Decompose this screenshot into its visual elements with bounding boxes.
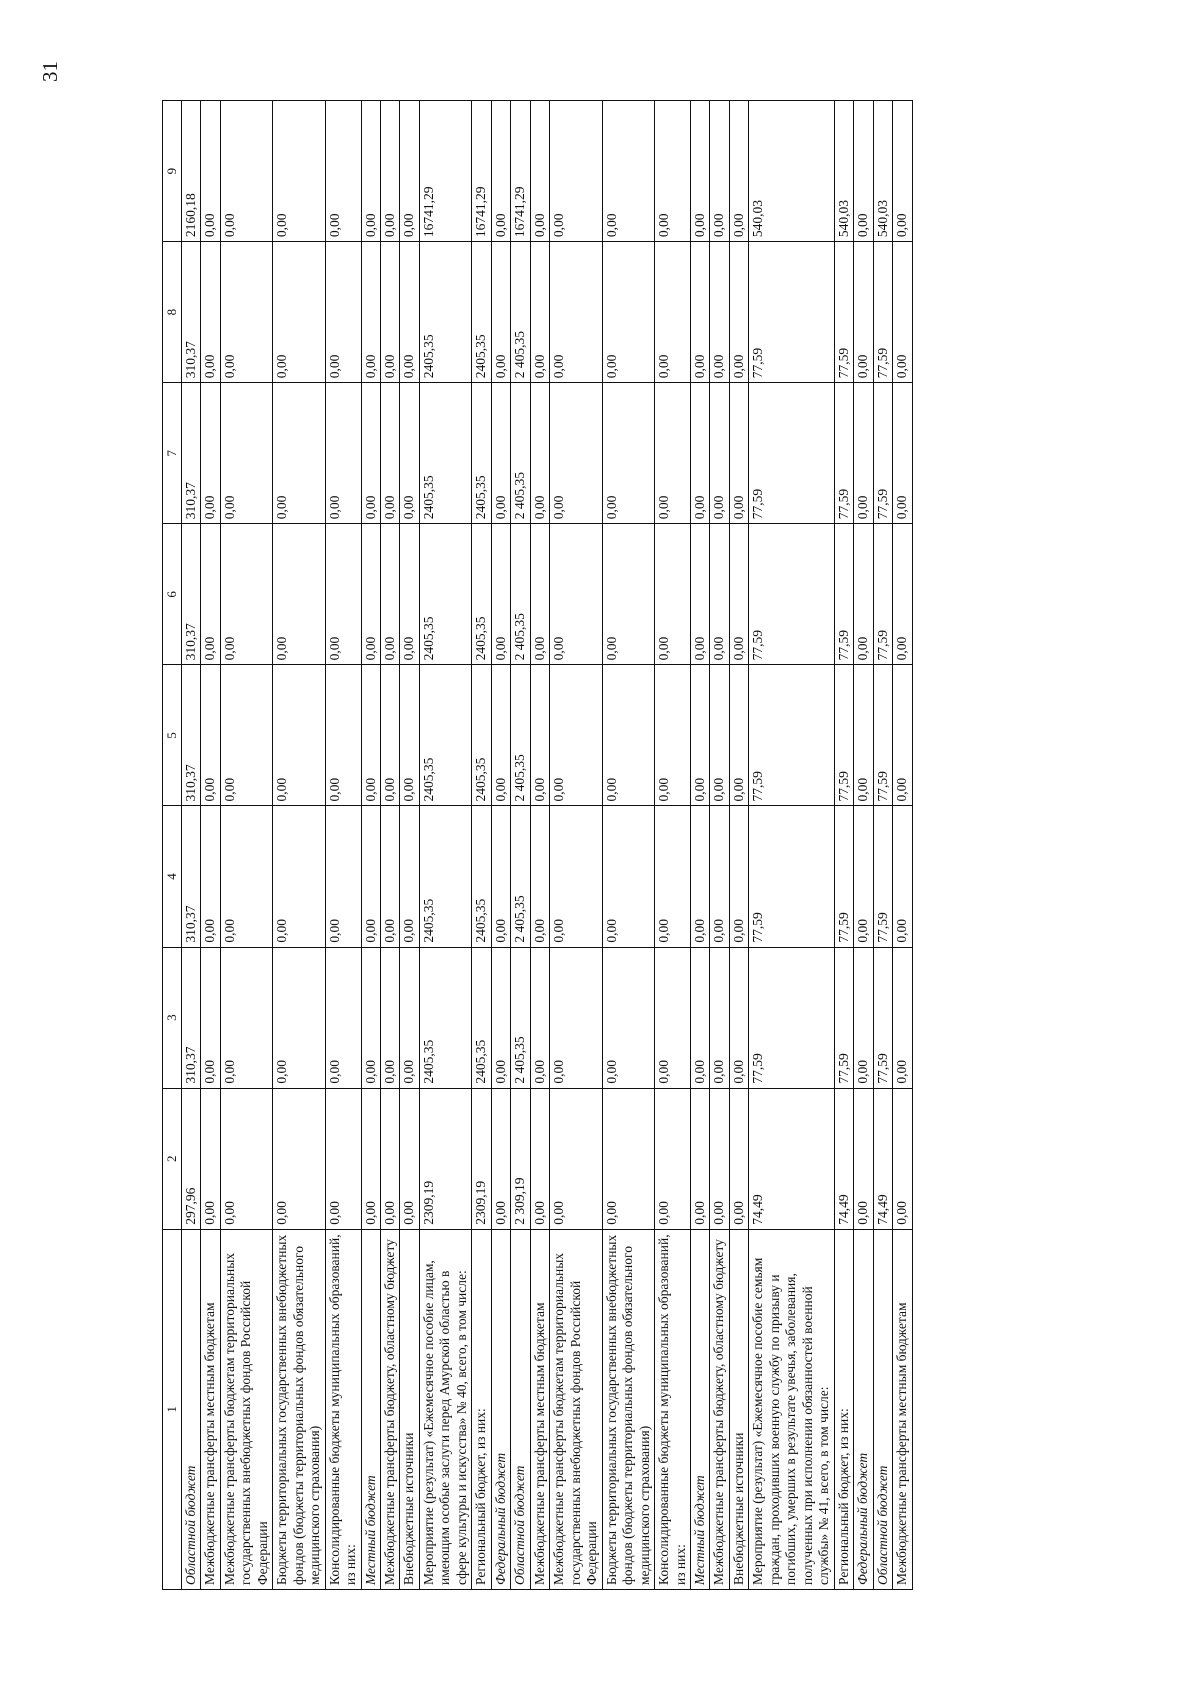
cell-value: 0,00 (273, 665, 325, 806)
cell-value: 540,03 (834, 101, 853, 242)
cell-value: 0,00 (325, 242, 361, 383)
cell-value: 74,49 (749, 1088, 834, 1229)
cell-value: 77,59 (873, 524, 892, 665)
cell-value: 77,59 (749, 524, 834, 665)
cell-value: 0,00 (729, 524, 748, 665)
cell-value: 0,00 (273, 524, 325, 665)
cell-value: 2405,35 (472, 383, 491, 524)
cell-value: 0,00 (400, 383, 419, 524)
cell-value: 0,00 (602, 1088, 654, 1229)
row-label: Межбюджетные трансферты бюджетам территориальных государственных внебюджетных фондов Российской Федерации (550, 1229, 602, 1589)
cell-value: 0,00 (854, 1088, 873, 1229)
cell-value: 2160,18 (181, 101, 200, 242)
row-label: Местный бюджет (361, 1229, 380, 1589)
cell-value: 0,00 (325, 101, 361, 242)
cell-value: 0,00 (220, 524, 272, 665)
cell-value: 0,00 (220, 806, 272, 947)
table-row (893, 101, 912, 1590)
row-label: Мероприятие (результат) «Ежемесячное пособие лицам, имеющим особые заслуги перед Амурской областью в сфере культуры и искусства» № 40, всего, в том числе: (419, 1229, 471, 1589)
column-header: 6 (163, 524, 182, 665)
row-label: Мероприятие (результат) «Ежемесячное пособие семьям граждан, проходивших военную службу по призыву и погибших, умерших в результате увечья, заболевания, полученных при исполнении обязанностей военной службы» № 41, всего, в том числе: (749, 1229, 834, 1589)
cell-value: 0,00 (361, 1088, 380, 1229)
cell-value: 77,59 (834, 524, 853, 665)
cell-value: 0,00 (530, 524, 549, 665)
table-row (655, 101, 691, 1590)
cell-value: 0,00 (854, 665, 873, 806)
cell-value: 0,00 (729, 1088, 748, 1229)
cell-value: 0,00 (201, 242, 220, 383)
table-row (201, 101, 220, 1590)
cell-value: 0,00 (655, 101, 691, 242)
cell-value: 0,00 (655, 1088, 691, 1229)
row-label: Внебюджетные источники (729, 1229, 748, 1589)
column-header: 5 (163, 665, 182, 806)
cell-value: 2309,19 (472, 1088, 491, 1229)
cell-value: 0,00 (400, 524, 419, 665)
cell-value: 0,00 (655, 242, 691, 383)
table-row (181, 101, 200, 1590)
cell-value: 0,00 (220, 1088, 272, 1229)
cell-value: 0,00 (530, 947, 549, 1088)
cell-value: 77,59 (834, 383, 853, 524)
table-row (729, 101, 748, 1590)
cell-value: 310,37 (181, 524, 200, 665)
cell-value: 0,00 (220, 665, 272, 806)
cell-value: 2 405,35 (511, 947, 530, 1088)
cell-value: 2405,35 (472, 524, 491, 665)
table-row (381, 101, 400, 1590)
cell-value: 0,00 (729, 665, 748, 806)
table-row (325, 101, 361, 1590)
row-label: Межбюджетные трансферты местным бюджетам (530, 1229, 549, 1589)
cell-value: 0,00 (550, 101, 602, 242)
cell-value: 2 405,35 (511, 383, 530, 524)
cell-value: 0,00 (530, 383, 549, 524)
cell-value: 0,00 (893, 947, 912, 1088)
table-row (550, 101, 602, 1590)
cell-value: 0,00 (550, 806, 602, 947)
cell-value: 0,00 (491, 101, 510, 242)
cell-value: 0,00 (602, 101, 654, 242)
table-row (749, 101, 834, 1590)
cell-value: 16741,29 (472, 101, 491, 242)
cell-value: 0,00 (710, 947, 729, 1088)
cell-value: 0,00 (854, 806, 873, 947)
cell-value: 0,00 (893, 383, 912, 524)
cell-value: 0,00 (893, 524, 912, 665)
cell-value: 0,00 (729, 101, 748, 242)
cell-value: 0,00 (729, 806, 748, 947)
table-row (511, 101, 530, 1590)
cell-value: 2405,35 (419, 242, 471, 383)
cell-value: 310,37 (181, 242, 200, 383)
cell-value: 2 405,35 (511, 524, 530, 665)
cell-value: 310,37 (181, 947, 200, 1088)
cell-value: 0,00 (690, 665, 709, 806)
cell-value: 0,00 (273, 101, 325, 242)
table-row (361, 101, 380, 1590)
cell-value: 0,00 (400, 665, 419, 806)
table-row (710, 101, 729, 1590)
cell-value: 0,00 (893, 242, 912, 383)
cell-value: 0,00 (381, 665, 400, 806)
row-label: Консолидированные бюджеты муниципальных образований, из них: (325, 1229, 361, 1589)
cell-value: 310,37 (181, 383, 200, 524)
table-row (690, 101, 709, 1590)
cell-value: 77,59 (749, 242, 834, 383)
cell-value: 77,59 (834, 242, 853, 383)
cell-value: 0,00 (273, 947, 325, 1088)
cell-value: 0,00 (550, 665, 602, 806)
cell-value: 0,00 (655, 947, 691, 1088)
cell-value: 77,59 (873, 665, 892, 806)
column-header: 7 (163, 383, 182, 524)
cell-value: 0,00 (400, 242, 419, 383)
cell-value: 540,03 (873, 101, 892, 242)
cell-value: 2405,35 (419, 947, 471, 1088)
cell-value: 0,00 (400, 101, 419, 242)
cell-value: 0,00 (602, 947, 654, 1088)
row-label: Региональный бюджет, из них: (834, 1229, 853, 1589)
cell-value: 0,00 (491, 242, 510, 383)
cell-value: 0,00 (690, 101, 709, 242)
cell-value: 74,49 (834, 1088, 853, 1229)
cell-value: 0,00 (361, 242, 380, 383)
row-label: Консолидированные бюджеты муниципальных образований, из них: (655, 1229, 691, 1589)
cell-value: 77,59 (749, 665, 834, 806)
cell-value: 0,00 (690, 806, 709, 947)
cell-value: 0,00 (381, 383, 400, 524)
rotated-table-wrapper (162, 100, 1182, 1590)
table-row (530, 101, 549, 1590)
column-header: 1 (163, 1229, 182, 1589)
cell-value: 0,00 (220, 947, 272, 1088)
cell-value: 16741,29 (419, 101, 471, 242)
table-row (472, 101, 491, 1590)
cell-value: 0,00 (361, 101, 380, 242)
cell-value: 0,00 (655, 806, 691, 947)
cell-value: 0,00 (854, 947, 873, 1088)
cell-value: 0,00 (381, 1088, 400, 1229)
cell-value: 0,00 (550, 1088, 602, 1229)
cell-value: 0,00 (325, 524, 361, 665)
cell-value: 0,00 (361, 524, 380, 665)
cell-value: 77,59 (834, 947, 853, 1088)
cell-value: 0,00 (201, 383, 220, 524)
cell-value: 0,00 (602, 665, 654, 806)
cell-value: 0,00 (710, 1088, 729, 1229)
cell-value: 310,37 (181, 806, 200, 947)
cell-value: 77,59 (873, 242, 892, 383)
table-row (491, 101, 510, 1590)
cell-value: 2405,35 (472, 665, 491, 806)
cell-value: 0,00 (325, 947, 361, 1088)
cell-value: 0,00 (854, 524, 873, 665)
cell-value: 0,00 (400, 806, 419, 947)
row-label: Федеральный бюджет (854, 1229, 873, 1589)
cell-value: 2 405,35 (511, 242, 530, 383)
cell-value: 74,49 (873, 1088, 892, 1229)
cell-value: 2309,19 (419, 1088, 471, 1229)
cell-value: 2405,35 (419, 383, 471, 524)
cell-value: 0,00 (602, 242, 654, 383)
cell-value: 0,00 (220, 383, 272, 524)
table-row (273, 101, 325, 1590)
cell-value: 0,00 (854, 101, 873, 242)
cell-value: 0,00 (690, 524, 709, 665)
row-label: Областной бюджет (873, 1229, 892, 1589)
cell-value: 0,00 (400, 947, 419, 1088)
cell-value: 2 405,35 (511, 806, 530, 947)
column-header: 2 (163, 1088, 182, 1229)
budget-table (162, 100, 913, 1590)
row-label: Межбюджетные трансферты местным бюджетам (201, 1229, 220, 1589)
cell-value: 0,00 (491, 806, 510, 947)
cell-value: 310,37 (181, 665, 200, 806)
cell-value: 77,59 (873, 947, 892, 1088)
cell-value: 0,00 (491, 665, 510, 806)
column-header: 8 (163, 242, 182, 383)
cell-value: 0,00 (690, 1088, 709, 1229)
cell-value: 0,00 (602, 524, 654, 665)
cell-value: 2405,35 (472, 806, 491, 947)
cell-value: 0,00 (201, 1088, 220, 1229)
cell-value: 0,00 (273, 806, 325, 947)
row-label: Бюджеты территориальных государственных внебюджетных фондов (бюджеты территориальных фондов обязательного медицинского страхования) (273, 1229, 325, 1589)
row-label: Областной бюджет (181, 1229, 200, 1589)
row-label: Региональный бюджет, из них: (472, 1229, 491, 1589)
cell-value: 77,59 (834, 806, 853, 947)
row-label: Федеральный бюджет (491, 1229, 510, 1589)
cell-value: 0,00 (893, 1088, 912, 1229)
column-header: 3 (163, 947, 182, 1088)
cell-value: 2 405,35 (511, 665, 530, 806)
row-label: Межбюджетные трансферты бюджету, областному бюджету (710, 1229, 729, 1589)
cell-value: 0,00 (273, 383, 325, 524)
cell-value: 0,00 (273, 1088, 325, 1229)
cell-value: 0,00 (729, 947, 748, 1088)
row-label: Внебюджетные источники (400, 1229, 419, 1589)
column-header: 4 (163, 806, 182, 947)
cell-value: 2 309,19 (511, 1088, 530, 1229)
cell-value: 0,00 (201, 101, 220, 242)
cell-value: 0,00 (325, 806, 361, 947)
cell-value: 77,59 (873, 806, 892, 947)
cell-value: 0,00 (325, 383, 361, 524)
cell-value: 0,00 (893, 101, 912, 242)
cell-value: 77,59 (749, 383, 834, 524)
cell-value: 0,00 (710, 101, 729, 242)
table-row (419, 101, 471, 1590)
cell-value: 0,00 (530, 242, 549, 383)
cell-value: 77,59 (834, 665, 853, 806)
row-label: Межбюджетные трансферты местным бюджетам (893, 1229, 912, 1589)
row-label: Межбюджетные трансферты бюджетам территориальных государственных внебюджетных фондов Российской Федерации (220, 1229, 272, 1589)
cell-value: 0,00 (361, 947, 380, 1088)
cell-value: 0,00 (361, 806, 380, 947)
table-row (602, 101, 654, 1590)
cell-value: 0,00 (655, 665, 691, 806)
cell-value: 540,03 (749, 101, 834, 242)
cell-value: 0,00 (710, 524, 729, 665)
cell-value: 0,00 (710, 665, 729, 806)
cell-value: 0,00 (491, 524, 510, 665)
table-row (834, 101, 853, 1590)
cell-value: 0,00 (530, 1088, 549, 1229)
cell-value: 0,00 (491, 383, 510, 524)
cell-value: 0,00 (530, 665, 549, 806)
cell-value: 0,00 (325, 1088, 361, 1229)
cell-value: 0,00 (550, 947, 602, 1088)
table-row (873, 101, 892, 1590)
cell-value: 0,00 (381, 806, 400, 947)
cell-value: 0,00 (381, 947, 400, 1088)
cell-value: 2405,35 (472, 947, 491, 1088)
table-row (220, 101, 272, 1590)
cell-value: 0,00 (710, 806, 729, 947)
cell-value: 297,96 (181, 1088, 200, 1229)
table-row (400, 101, 419, 1590)
table-body (181, 101, 912, 1590)
cell-value: 0,00 (690, 242, 709, 383)
row-label: Бюджеты территориальных государственных внебюджетных фондов (бюджеты территориальных фондов обязательного медицинского страхования) (602, 1229, 654, 1589)
cell-value: 0,00 (381, 101, 400, 242)
table-header-row (163, 101, 182, 1590)
cell-value: 0,00 (655, 383, 691, 524)
cell-value: 0,00 (220, 101, 272, 242)
cell-value: 0,00 (530, 806, 549, 947)
cell-value: 0,00 (729, 242, 748, 383)
cell-value: 0,00 (893, 806, 912, 947)
cell-value: 0,00 (602, 383, 654, 524)
cell-value: 0,00 (491, 1088, 510, 1229)
cell-value: 0,00 (201, 806, 220, 947)
cell-value: 0,00 (655, 524, 691, 665)
cell-value: 0,00 (690, 947, 709, 1088)
cell-value: 0,00 (710, 383, 729, 524)
page-number: 31 (38, 61, 62, 82)
cell-value: 0,00 (400, 1088, 419, 1229)
cell-value: 77,59 (873, 383, 892, 524)
cell-value: 0,00 (550, 383, 602, 524)
cell-value: 0,00 (690, 383, 709, 524)
cell-value: 77,59 (749, 947, 834, 1088)
cell-value: 16741,29 (511, 101, 530, 242)
cell-value: 0,00 (220, 242, 272, 383)
cell-value: 0,00 (361, 383, 380, 524)
cell-value: 0,00 (491, 947, 510, 1088)
column-header: 9 (163, 101, 182, 242)
cell-value: 0,00 (854, 383, 873, 524)
table-row (854, 101, 873, 1590)
cell-value: 0,00 (530, 101, 549, 242)
cell-value: 0,00 (893, 665, 912, 806)
cell-value: 0,00 (361, 665, 380, 806)
cell-value: 2405,35 (472, 242, 491, 383)
cell-value: 0,00 (854, 242, 873, 383)
cell-value: 0,00 (325, 665, 361, 806)
cell-value: 0,00 (381, 242, 400, 383)
cell-value: 0,00 (273, 242, 325, 383)
cell-value: 0,00 (550, 524, 602, 665)
cell-value: 0,00 (710, 242, 729, 383)
row-label: Межбюджетные трансферты бюджету, областному бюджету (381, 1229, 400, 1589)
row-label: Областной бюджет (511, 1229, 530, 1589)
cell-value: 0,00 (201, 665, 220, 806)
cell-value: 77,59 (749, 806, 834, 947)
row-label: Местный бюджет (690, 1229, 709, 1589)
cell-value: 2405,35 (419, 524, 471, 665)
cell-value: 0,00 (201, 524, 220, 665)
cell-value: 0,00 (729, 383, 748, 524)
cell-value: 2405,35 (419, 806, 471, 947)
cell-value: 2405,35 (419, 665, 471, 806)
cell-value: 0,00 (381, 524, 400, 665)
cell-value: 0,00 (602, 806, 654, 947)
cell-value: 0,00 (550, 242, 602, 383)
cell-value: 0,00 (201, 947, 220, 1088)
